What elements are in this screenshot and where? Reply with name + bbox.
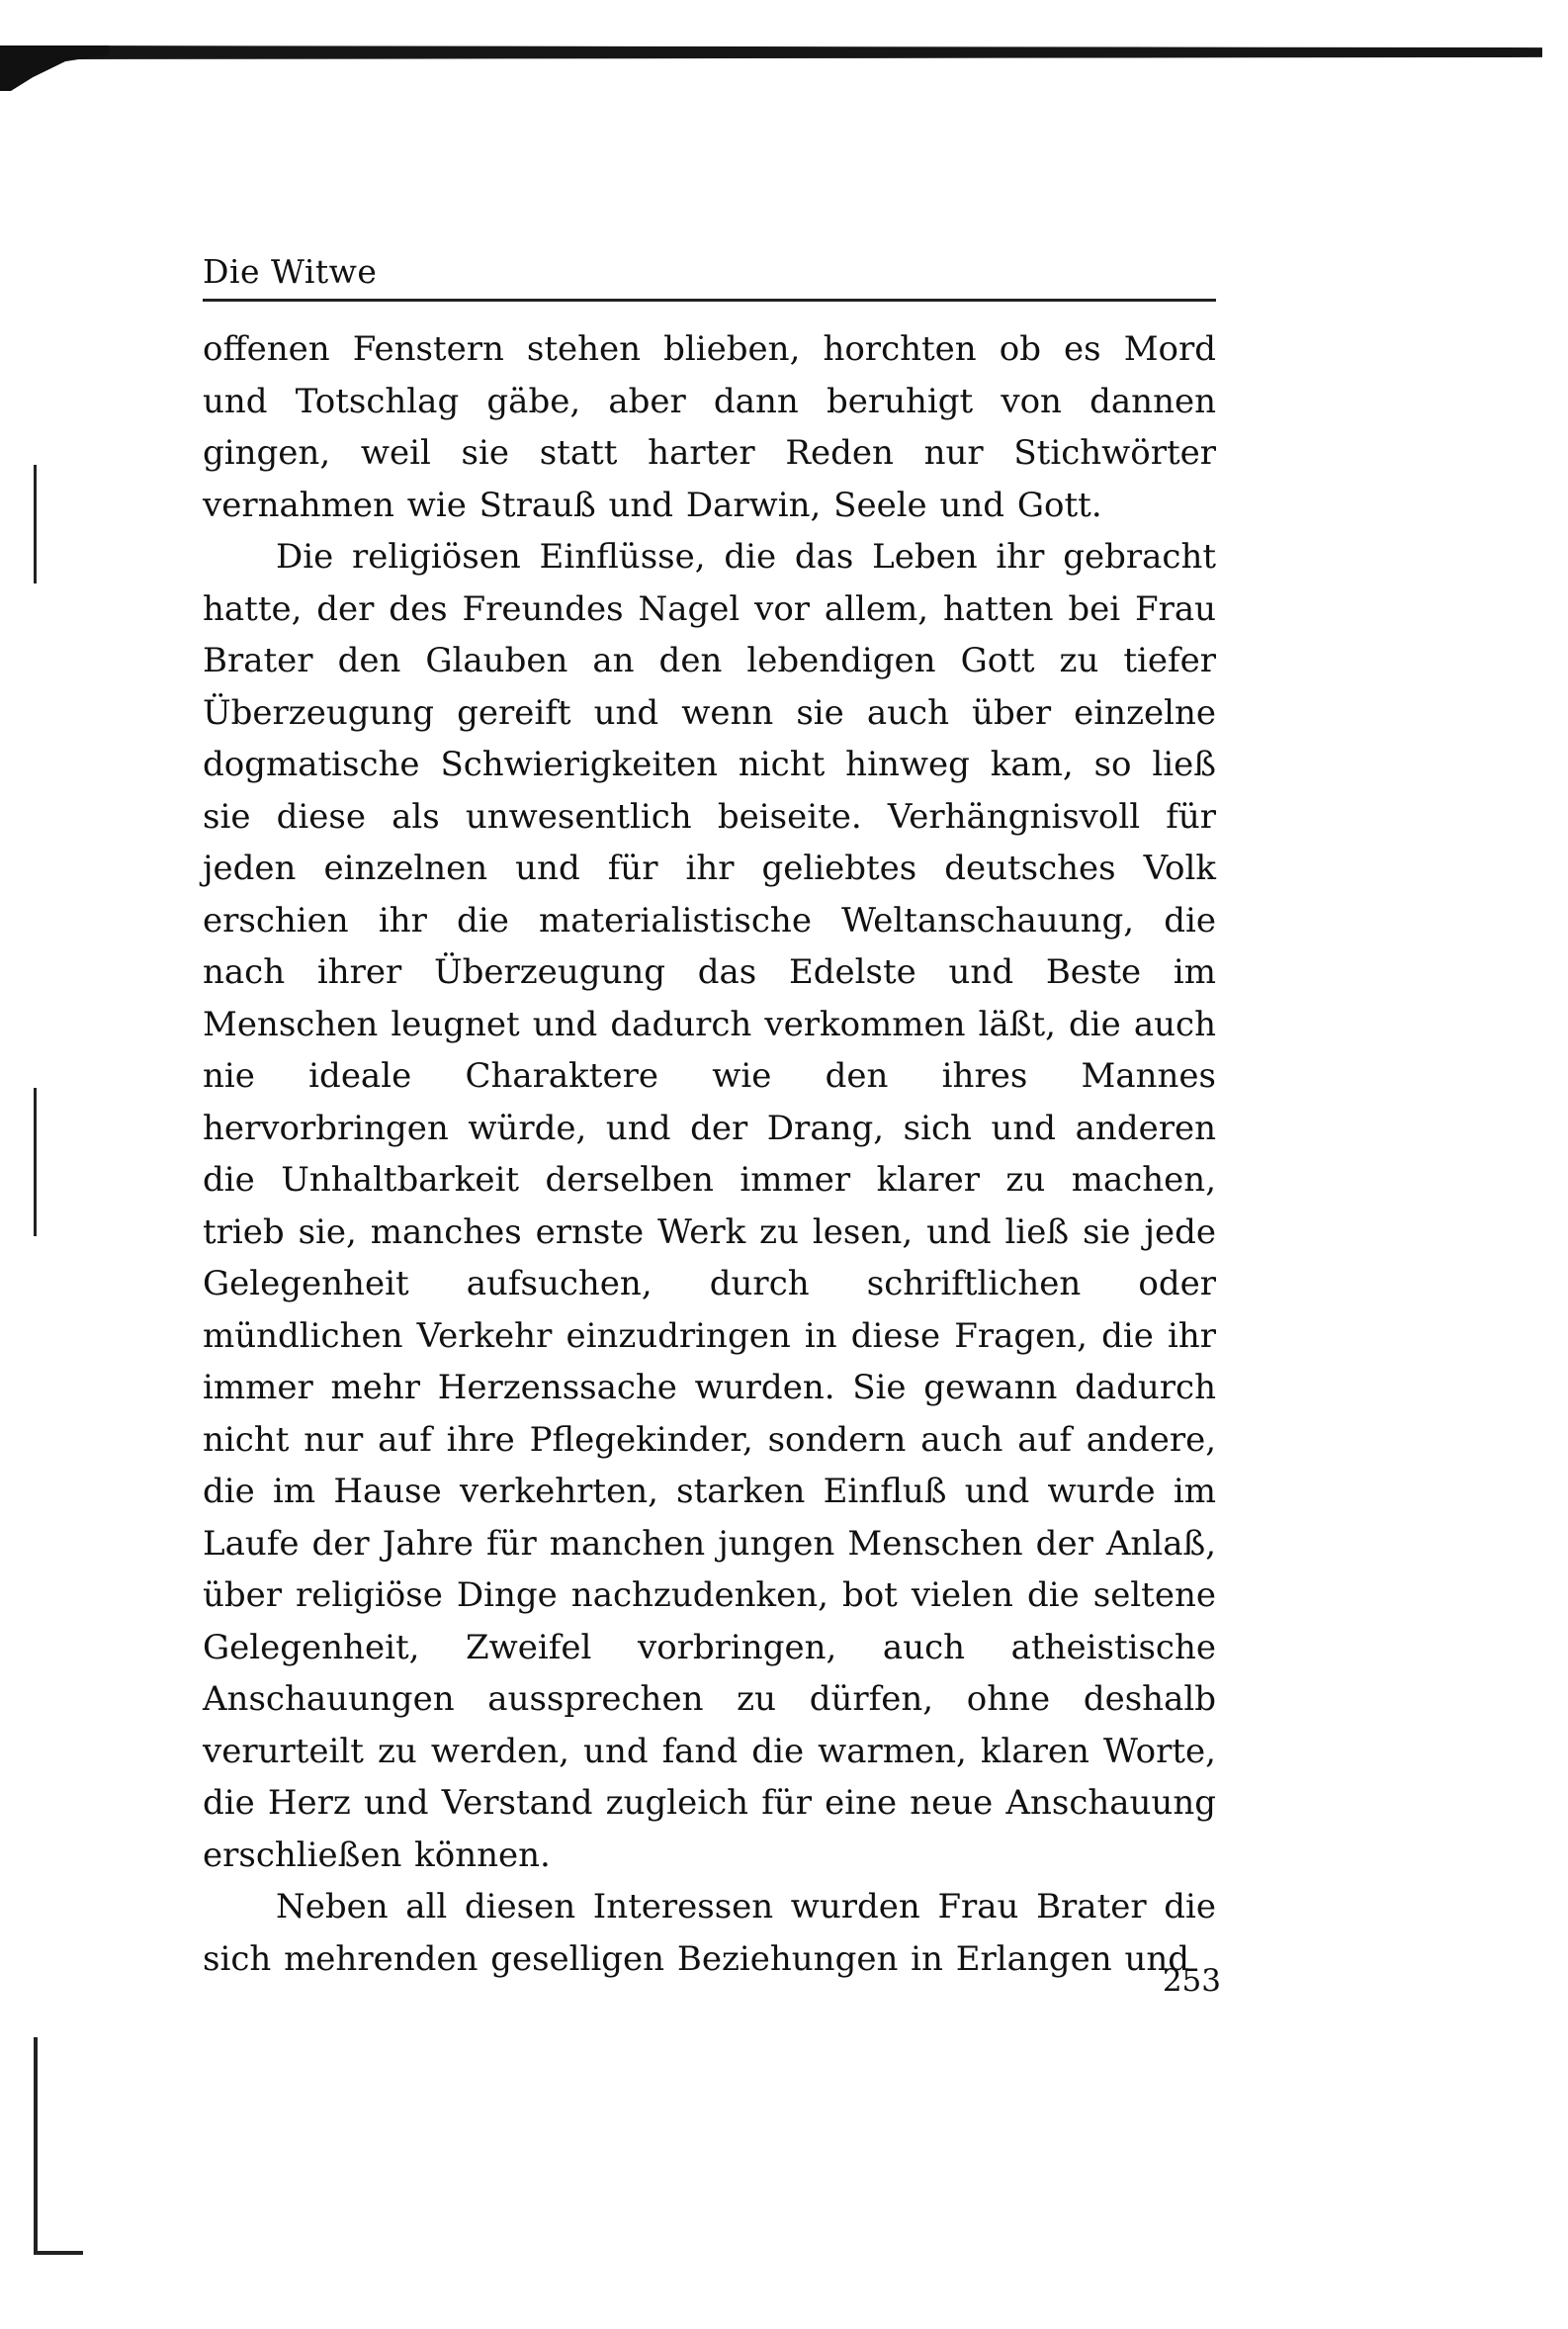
paragraph: Die religiösen Einflüsse, die das Leben ihr gebracht hatte, der des Freundes Nagel vor allem, hatten bei Frau Brater den Glauben an den lebendigen Gott zu tiefer Überzeugung gereift und wenn sie auch über einzelne dogmatische Schwierigkeiten nicht hinweg kam, so ließ sie diese als unwesentlich beiseite. Verhängnisvoll für jeden einzelnen und für ihr geliebtes deutsches Volk erschien ihr die materialistische Weltanschauung, die nach ihrer Überzeugung das Edelste und Beste im Menschen leugnet und dadurch verkommen läßt, die auch nie ideale Charaktere wie den ihres Mannes hervorbringen würde, und der Drang, sich und anderen die Unhaltbarkeit derselben immer klarer zu machen, trieb sie, manches ernste Werk zu lesen, und ließ sie jede Gelegenheit aufsuchen, durch schriftlichen oder mündlichen Verkehr einzudringen in diese Fragen, die ihr immer mehr Herzenssache wurden. Sie gewann dadurch nicht nur auf ihre Pflegekinder, sondern auch auf andere, die im Hause verkehrten, starken Einfluß und wurde im Laufe der Jahre für manchen jungen Menschen der Anlaß, über religiöse Dinge nachzudenken, bot vielen die seltene Gelegenheit, Zweifel vorbringen, auch atheistische Anschauungen aussprechen zu dürfen, ohne deshalb verurteilt zu werden, und fand die warmen, klaren Worte, die Herz und Verstand zugleich für eine neue Anschauung erschließen können.	[203, 537, 1216, 1875]
paragraph: offenen Fenstern stehen blieben, horchten ob es Mord und Totschlag gäbe, aber dann beruhigt von dannen gingen, weil sie statt harter Reden nur Stichwörter vernahmen wie Strauß und Darwin, Seele und Gott.	[203, 329, 1216, 525]
paragraph: Neben all diesen Interessen wurden Frau Brater die sich mehrenden geselligen Beziehungen in Erlangen und	[203, 1887, 1216, 1979]
scan-margin-mark	[34, 2037, 38, 2255]
scan-edge-shadow	[0, 45, 1542, 59]
running-head: Die Witwe	[203, 252, 378, 291]
scan-margin-mark	[34, 465, 37, 583]
scan-margin-mark	[34, 2251, 83, 2255]
page-body	[203, 323, 1216, 1985]
scan-margin-mark	[34, 1088, 37, 1236]
page-number: 253	[1162, 1963, 1221, 1999]
book-page	[203, 247, 1216, 1985]
header-rule	[203, 299, 1216, 302]
scan-corner-shadow	[0, 45, 109, 91]
